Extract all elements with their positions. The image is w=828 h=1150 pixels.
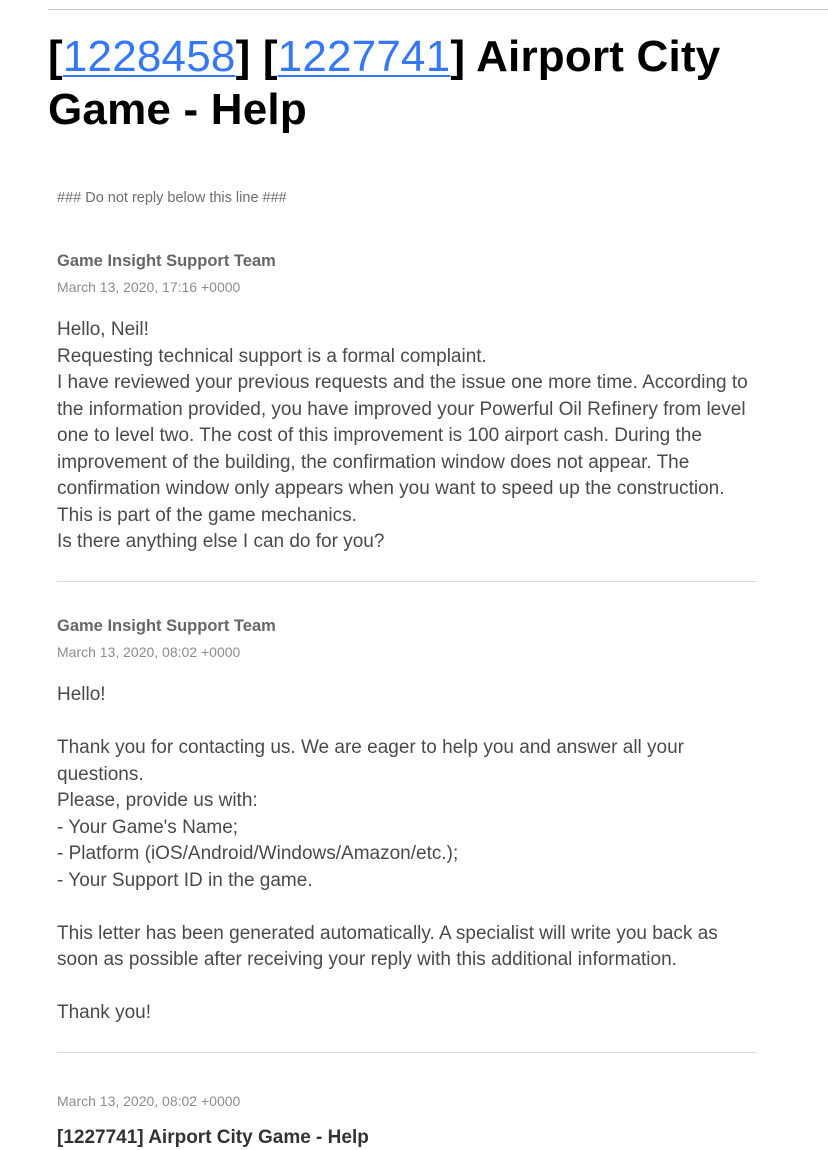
message-line: I have reviewed your previous requests and the issue one more time. According to the information provided, you have improved your Powerful Oil Refinery from level one to level two. The cost of this improvement is 100 airport cash. During the improvement of the building, the confirmation window does not appear. The confirmation window only appears when you want to speed up the construction. This is part of the game mechanics. xyxy=(57,372,748,526)
message-date: March 13, 2020, 17:16 +0000 xyxy=(57,279,241,295)
message-line: Thank you! xyxy=(57,1002,151,1023)
message-line: This letter has been generated automatically. A specialist will write you back as soon as possible after receiving your reply with this additional information. xyxy=(57,922,718,970)
message-line: - Your Game's Name; xyxy=(57,816,239,838)
quoted-subject: [1227741] Airport City Game - Help xyxy=(57,1127,369,1148)
message-date: March 13, 2020, 08:02 +0000 xyxy=(57,1093,241,1109)
message-line: - Your Support ID in the game. xyxy=(57,869,313,891)
message-author: Game Insight Support Team xyxy=(57,252,276,270)
message-line: Requesting technical support is a formal complaint. xyxy=(57,345,487,367)
message-1 xyxy=(57,251,757,582)
message-line: Hello, Neil! xyxy=(57,319,149,340)
message-line: Is there anything else I can do for you? xyxy=(57,531,385,552)
top-divider xyxy=(48,9,828,10)
message-date: March 13, 2020, 08:02 +0000 xyxy=(57,644,241,660)
email-subject: [1228458] [1227741] Airport City Game - Help xyxy=(48,32,721,134)
message-line: Thank you for contacting us. We are eager to help you and answer all your questions. xyxy=(57,737,685,785)
message-author: Game Insight Support Team xyxy=(57,617,276,635)
message-line: Hello! xyxy=(57,684,106,705)
message-divider xyxy=(57,1052,757,1053)
message-line: - Platform (iOS/Android/Windows/Amazon/etc.); xyxy=(57,843,459,864)
message-line: Please, provide us with: xyxy=(57,790,258,811)
ticket-link-2[interactable]: 1227741 xyxy=(277,32,451,81)
no-reply-notice: ### Do not reply below this line ### xyxy=(57,190,287,206)
subject-title: Airport City Game - Help xyxy=(48,32,721,134)
message-line xyxy=(57,974,757,1001)
message-line xyxy=(57,894,757,921)
message-line xyxy=(57,709,757,736)
message-divider xyxy=(57,581,757,582)
message-2 xyxy=(57,616,757,1053)
ticket-link-1[interactable]: 1228458 xyxy=(62,32,236,81)
message-3 xyxy=(57,1092,757,1148)
message-body xyxy=(57,317,757,556)
message-body xyxy=(57,682,757,1027)
